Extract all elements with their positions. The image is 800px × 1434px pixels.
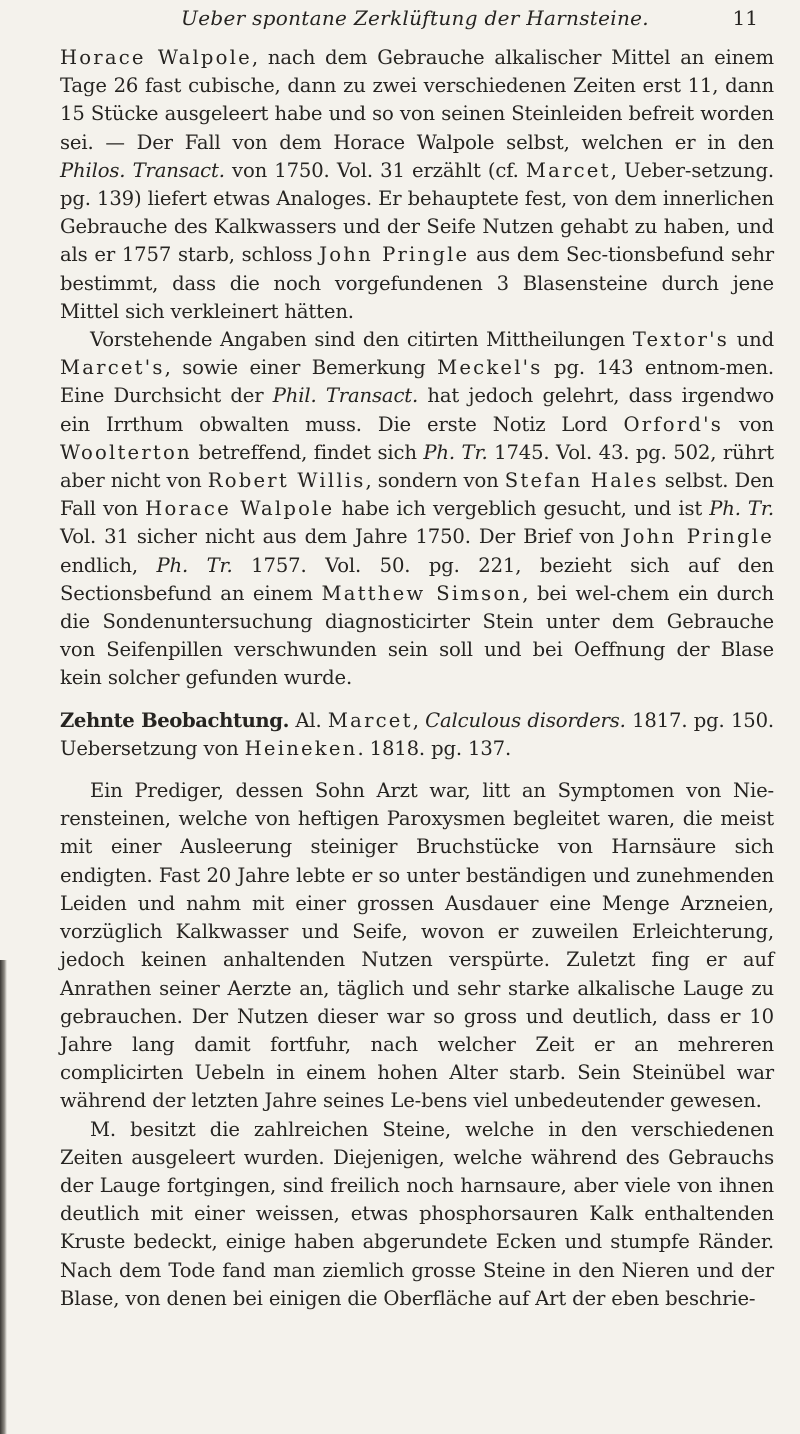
person-name: Horace Walpole <box>60 46 252 69</box>
text-run: , sondern von <box>365 469 505 493</box>
journal-title: Ph. Tr. <box>709 497 774 521</box>
text-run: , Ueber-setzung. pg. 139) liefert etwas Analoges. Er behauptete fest, von dem innerlichen Gebrauche des Kalkwassers und der Seife Nutzen gehabt zu haben, und als er 1757 starb, schloss <box>60 158 774 267</box>
paragraph-2 <box>60 326 774 693</box>
journal-title: Ph. Tr. <box>156 553 233 577</box>
running-title: Ueber spontane Zerklüftung der Harnsteine. <box>181 6 649 30</box>
text-run: selbst. Den Fall von <box>60 469 775 521</box>
person-name: John Pringle <box>622 525 775 549</box>
person-name: Horace Walpole <box>145 497 335 521</box>
text-run: pg. 143 entnom-men. Eine Durchsicht der <box>60 356 774 408</box>
person-name: Marcet <box>525 158 611 182</box>
journal-title: Philos. Transact. <box>60 158 225 182</box>
paragraph-3: Ein Prediger, dessen Sohn Arzt war, litt an Symptomen von Nie-rensteinen, welche von heftigen Paroxysmen begleitet waren, die meist mit einer Ausleerung steiniger Bruchstücke von Harnsäure sich endigten. Fast 20 Jahre lebte er so unter beständigen und zunehmenden Leiden und nahm mit einer grossen Ausdauer eine Menge Arzneien, vorzüglich Kalkwasser und Seife, wovon er zuweilen Erleichterung, jedoch keinen anhaltenden Nutzen verspürte. Zuletzt fing er auf Anrathen seiner Aerzte an, täglich und sehr starke alkalische Lauge zu gebrauchen. Der Nutzen dieser war so gross und deutlich, dass er 10 Jahre lang damit fortfuhr, nach welcher Zeit er an mehreren complicirten Uebeln in einem hohen Alter starb. Sein Steinübel war während der letzten Jahre seines Le-bens viel unbedeutender gewesen. <box>60 779 774 1113</box>
paragraph-1 <box>60 44 774 326</box>
page-number: 11 <box>732 6 758 30</box>
text-run: hat jedoch gelehrt, dass irgendwo ein Irrthum obwalten muss. Die erste Notiz Lord <box>60 384 774 436</box>
text-run: , sowie einer Bemerkung <box>164 356 438 380</box>
text-run: , <box>412 708 426 732</box>
place-name: Woolterton <box>60 440 192 464</box>
person-name: Marcet's <box>60 356 165 380</box>
page-header <box>60 2 770 36</box>
text-run: betreffend, findet sich <box>191 440 424 464</box>
person-name: Orford's <box>623 412 723 436</box>
book-title: Calculous disorders. <box>425 708 626 732</box>
section-heading <box>60 707 774 763</box>
person-name: Heineken <box>244 736 358 760</box>
journal-title: Ph. Tr. <box>423 440 488 464</box>
text-run: und <box>729 328 774 352</box>
person-name: Matthew Simson <box>321 581 523 605</box>
text-run: Al. <box>289 708 328 732</box>
section-spacer <box>60 693 774 707</box>
text-run: . 1818. pg. 137. <box>357 736 512 760</box>
text-run: von 1750. Vol. 31 erzählt (cf. <box>224 158 526 182</box>
text-run: 1817. pg. 150. Uebersetzung von <box>60 708 775 760</box>
text-run: von <box>722 412 774 436</box>
journal-title: Phil. Transact. <box>272 384 419 408</box>
text-run: endlich, <box>60 553 157 577</box>
person-name: John Pringle <box>319 243 470 267</box>
body-text <box>60 44 774 1313</box>
person-name: Robert Willis <box>207 469 366 493</box>
page-edge-shadow <box>0 960 7 1434</box>
person-name: Stefan Hales <box>504 469 659 493</box>
section-spacer <box>60 763 774 777</box>
text-run: habe ich vergeblich gesucht, und ist <box>334 497 710 521</box>
paragraph-4: M. besitzt die zahlreichen Steine, welche in den verschiedenen Zeiten ausgeleert wurden. Diejenigen, welche während des Gebrauchs der Lauge fortgingen, sind freilich noch harnsaure, aber viele von ihnen deutlich mit einer weissen, etwas phosphorsauren Kalk enthaltenden Kruste bedeckt, einige haben abgerundete Ecken und stumpfe Ränder. Nach dem Tode fand man ziemlich grosse Steine in den Nieren und der Blase, von denen bei einigen die Oberfläche auf Art der eben beschrie- <box>60 1117 774 1310</box>
text-run: aus dem Sec-tionsbefund sehr bestimmt, dass die noch vorgefundenen 3 Blasensteine durch jene Mittel sich verkleinert hätten. <box>60 243 774 323</box>
text-run: , nach dem Gebrauche alkalischer Mittel an einem Tage 26 fast cubische, dann zu zwei verschiedenen Zeiten erst 11, dann 15 Stücke ausgeleert habe und so von seinen Steinleiden befreit worden sei. — Der Fall von dem Horace Walpole selbst, welchen er in den <box>60 46 774 154</box>
text-run: , bei wel-chem ein durch die Sondenuntersuchung diagnosticirter Stein unter dem Gebrauche von Seifenpillen verschwunden sein soll und bei Oeffnung der Blase kein solcher gefunden wurde. <box>60 581 774 690</box>
person-name: Meckel's <box>437 356 543 380</box>
person-name: Marcet <box>327 708 413 732</box>
text-run: Vorstehende Angaben sind den citirten Mittheilungen <box>90 328 633 352</box>
person-name: Textor's <box>632 328 729 352</box>
text-run: 1757. Vol. 50. pg. 221, bezieht sich auf den Sectionsbefund an einem <box>60 553 774 605</box>
text-run: 1745. Vol. 43. pg. 502, rührt aber nicht von <box>60 440 774 493</box>
observation-label: Zehnte Beobachtung. <box>60 708 290 732</box>
text-run: Vol. 31 sicher nicht aus dem Jahre 1750. Der Brief von <box>60 525 623 549</box>
